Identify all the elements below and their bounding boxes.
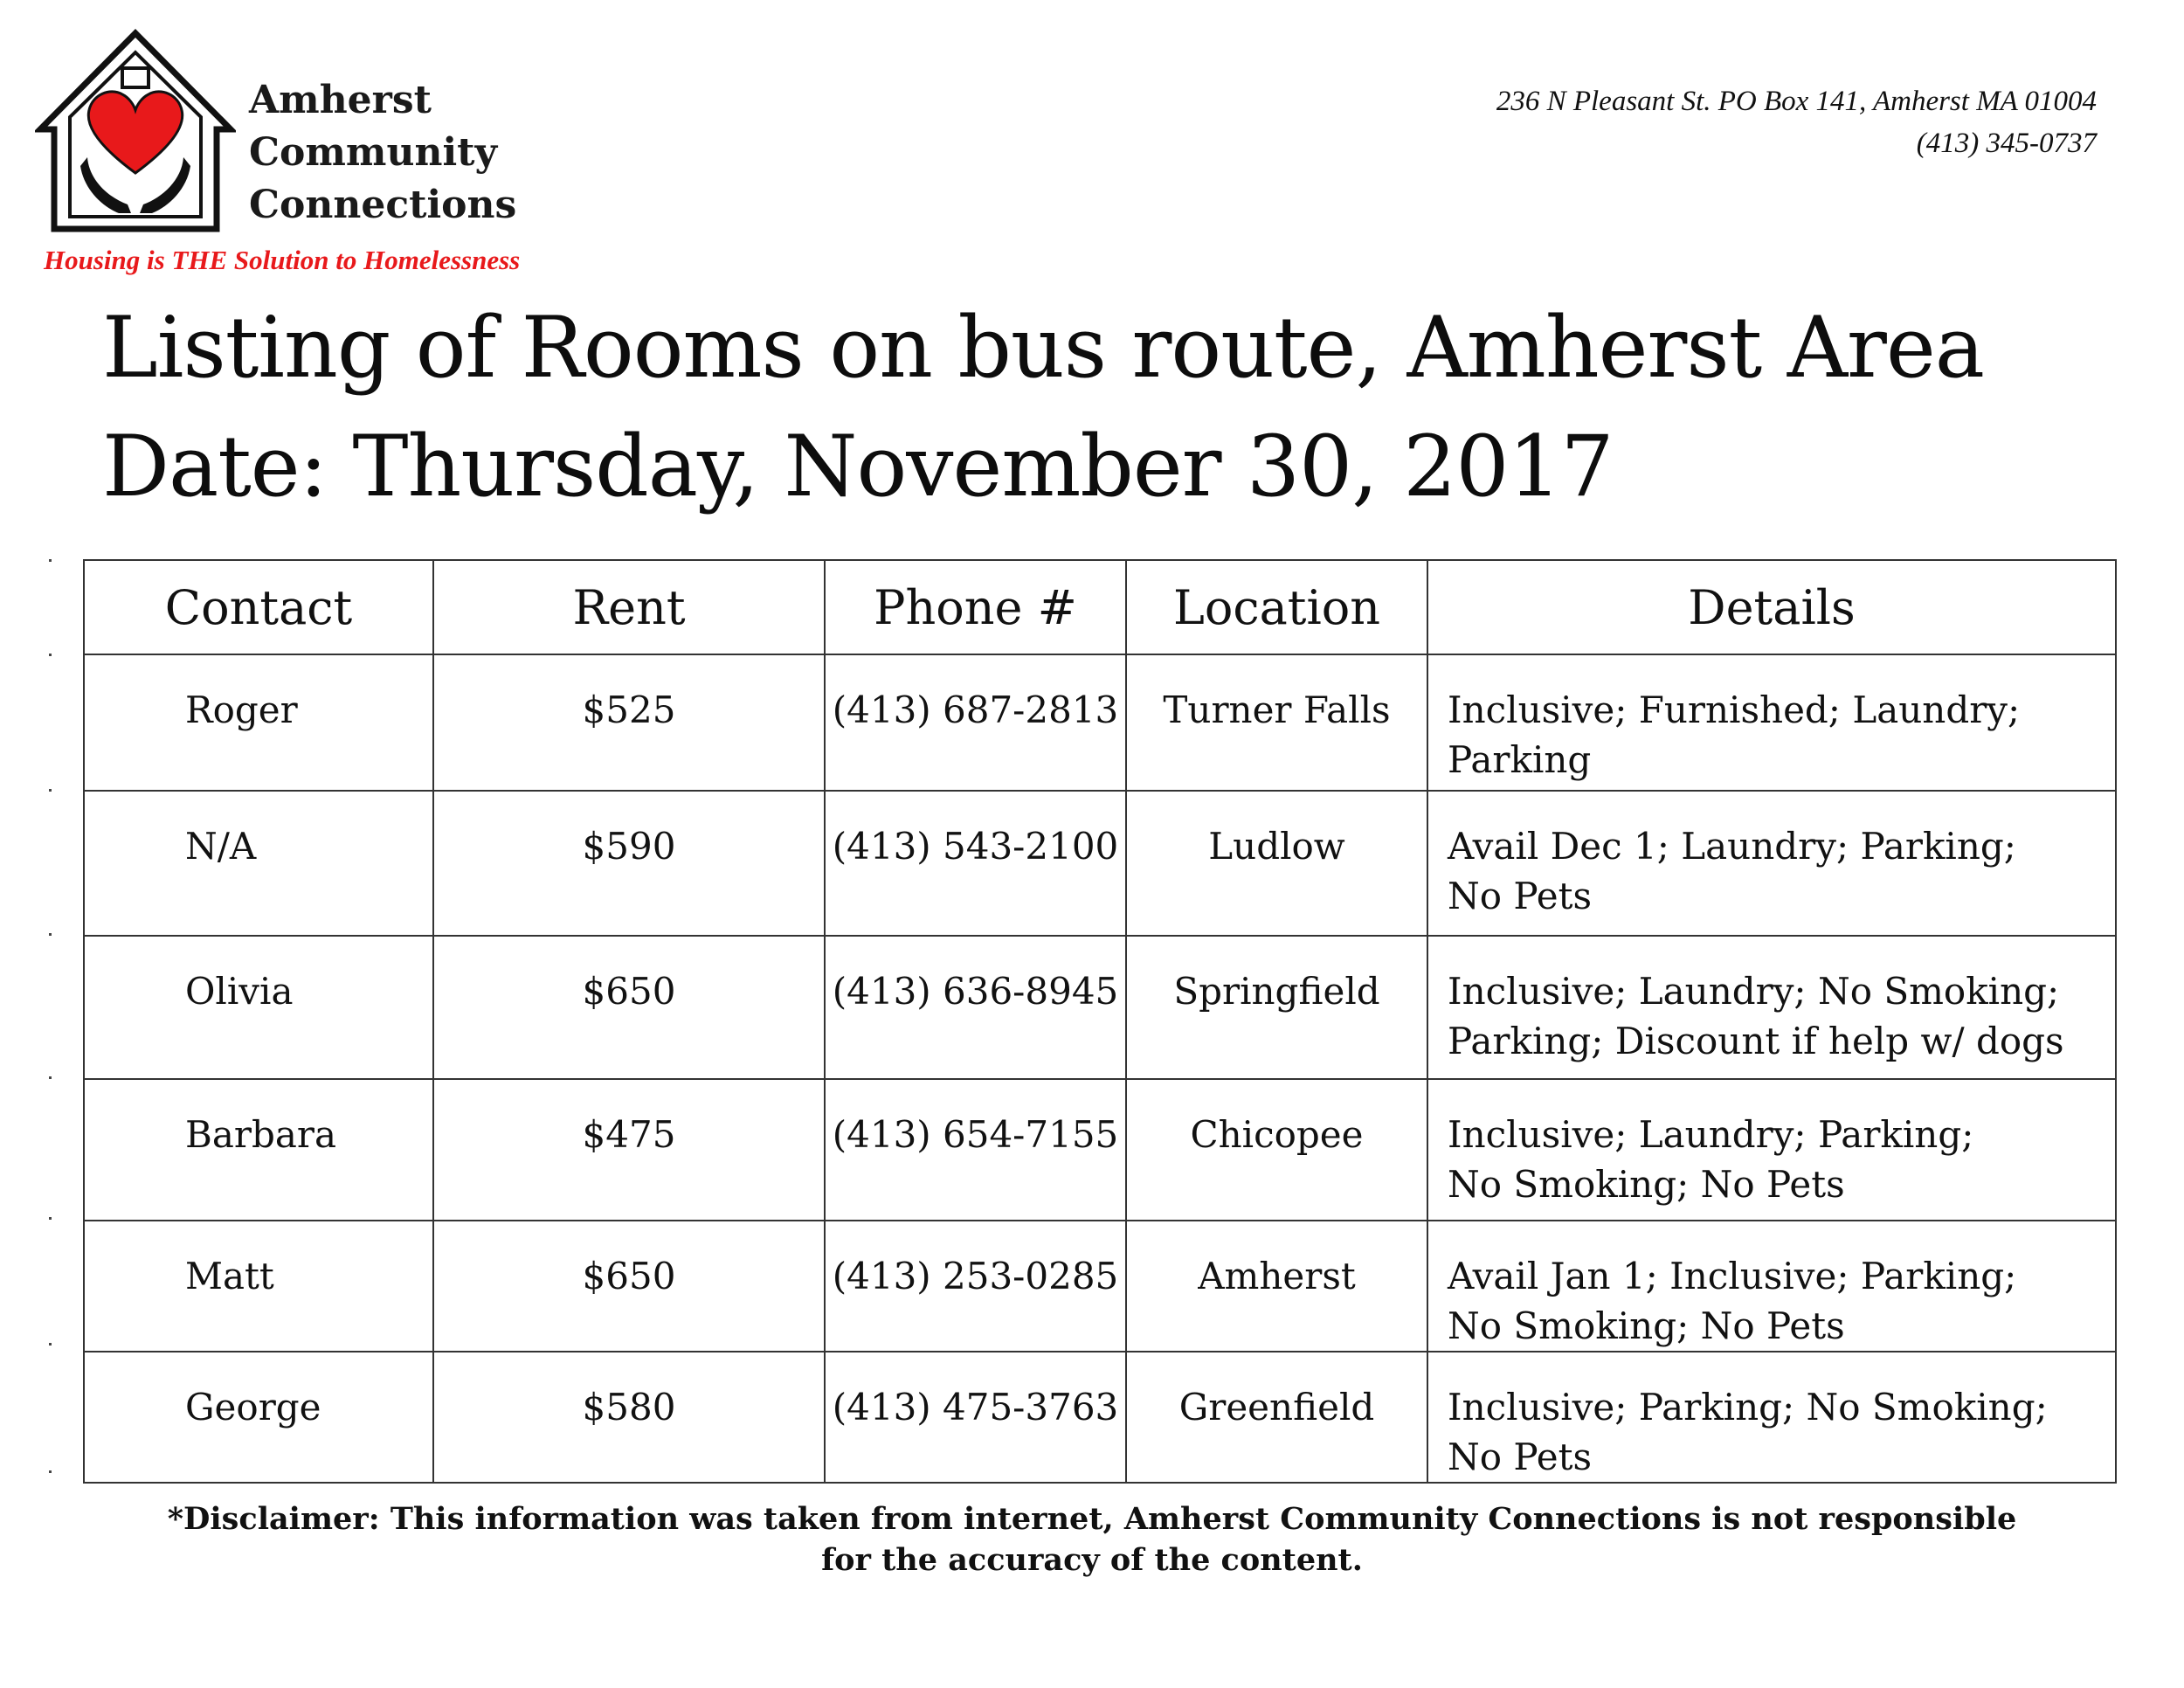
- house-heart-hands-icon: [35, 26, 236, 236]
- address-block: [1496, 80, 2097, 164]
- margin-mark: [49, 1343, 52, 1346]
- location-cell: Amherst: [1126, 1221, 1427, 1352]
- margin-mark: [49, 559, 52, 562]
- margin-mark: [49, 1076, 52, 1079]
- organization-name: [249, 74, 516, 232]
- table-row: [84, 936, 2116, 1079]
- page-title: [102, 288, 1984, 526]
- details-line: Avail Jan 1; Inclusive; Parking;: [1448, 1255, 2017, 1297]
- organization-phone: (413) 345-0737: [1916, 128, 2097, 159]
- details-line: Inclusive; Furnished; Laundry;: [1448, 688, 2021, 731]
- phone-cell: (413) 636-8945: [825, 936, 1126, 1079]
- title-line: Listing of Rooms on bus route, Amherst Area: [102, 299, 1984, 397]
- table-row: [84, 1221, 2116, 1352]
- details-cell: [1427, 791, 2116, 936]
- rent-cell: $590: [433, 791, 825, 936]
- details-line: No Smoking; No Pets: [1448, 1304, 1845, 1347]
- details-line: No Pets: [1448, 875, 1593, 917]
- phone-cell: (413) 654-7155: [825, 1079, 1126, 1221]
- table-row: [84, 1352, 2116, 1483]
- details-line: Parking: [1448, 738, 1592, 781]
- margin-mark: [49, 1217, 52, 1220]
- tagline: Housing is THE Solution to Homelessness: [44, 245, 521, 275]
- details-line: Avail Dec 1; Laundry; Parking;: [1448, 825, 2016, 868]
- rent-cell: $525: [433, 654, 825, 791]
- organization-name-line: Connections: [249, 183, 517, 227]
- table-row: [84, 791, 2116, 936]
- location-cell: Chicopee: [1126, 1079, 1427, 1221]
- location-cell: Turner Falls: [1126, 654, 1427, 791]
- details-line: Inclusive; Laundry; Parking;: [1448, 1113, 1974, 1156]
- location-cell: Greenfield: [1126, 1352, 1427, 1483]
- date-line: Date: Thursday, November 30, 2017: [102, 418, 1614, 515]
- details-cell: [1427, 654, 2116, 791]
- phone-cell: (413) 543-2100: [825, 791, 1126, 936]
- table-header-row: [84, 560, 2116, 654]
- contact-cell: Matt: [84, 1221, 433, 1352]
- contact-cell: Roger: [84, 654, 433, 791]
- disclaimer: [0, 1498, 2184, 1581]
- column-header-location: Location: [1126, 560, 1427, 654]
- margin-mark: [49, 654, 52, 656]
- details-line: No Pets: [1448, 1435, 1593, 1478]
- organization-logo: [26, 26, 620, 280]
- organization-name-line: Amherst: [249, 78, 432, 122]
- details-line: Inclusive; Parking; No Smoking;: [1448, 1386, 2048, 1429]
- disclaimer-line: *Disclaimer: This information was taken from internet, Amherst Community Connections is not responsible: [167, 1501, 2017, 1537]
- details-cell: [1427, 1079, 2116, 1221]
- disclaimer-line: for the accuracy of the content.: [821, 1542, 1363, 1578]
- details-line: Inclusive; Laundry; No Smoking;: [1448, 970, 2060, 1013]
- phone-cell: (413) 475-3763: [825, 1352, 1126, 1483]
- organization-name-line: Community: [249, 130, 498, 175]
- location-cell: Springfield: [1126, 936, 1427, 1079]
- rent-cell: $580: [433, 1352, 825, 1483]
- details-line: No Smoking; No Pets: [1448, 1163, 1845, 1206]
- table-row: [84, 654, 2116, 791]
- contact-cell: N/A: [84, 791, 433, 936]
- margin-mark: [49, 789, 52, 792]
- margin-mark: [49, 933, 52, 936]
- location-cell: Ludlow: [1126, 791, 1427, 936]
- rent-cell: $475: [433, 1079, 825, 1221]
- table-row: [84, 1079, 2116, 1221]
- details-cell: [1427, 1221, 2116, 1352]
- rent-cell: $650: [433, 1221, 825, 1352]
- details-cell: [1427, 1352, 2116, 1483]
- room-listing-table: [83, 559, 2117, 1484]
- margin-mark: [49, 1470, 52, 1473]
- contact-cell: Olivia: [84, 936, 433, 1079]
- column-header-rent: Rent: [433, 560, 825, 654]
- column-header-contact: Contact: [84, 560, 433, 654]
- details-line: Parking; Discount if help w/ dogs: [1448, 1020, 2064, 1062]
- phone-cell: (413) 253-0285: [825, 1221, 1126, 1352]
- street-address: 236 N Pleasant St. PO Box 141, Amherst MA 01004: [1496, 86, 2097, 117]
- column-header-details: Details: [1427, 560, 2116, 654]
- column-header-phone: Phone #: [825, 560, 1126, 654]
- rent-cell: $650: [433, 936, 825, 1079]
- contact-cell: George: [84, 1352, 433, 1483]
- details-cell: [1427, 936, 2116, 1079]
- contact-cell: Barbara: [84, 1079, 433, 1221]
- phone-cell: (413) 687-2813: [825, 654, 1126, 791]
